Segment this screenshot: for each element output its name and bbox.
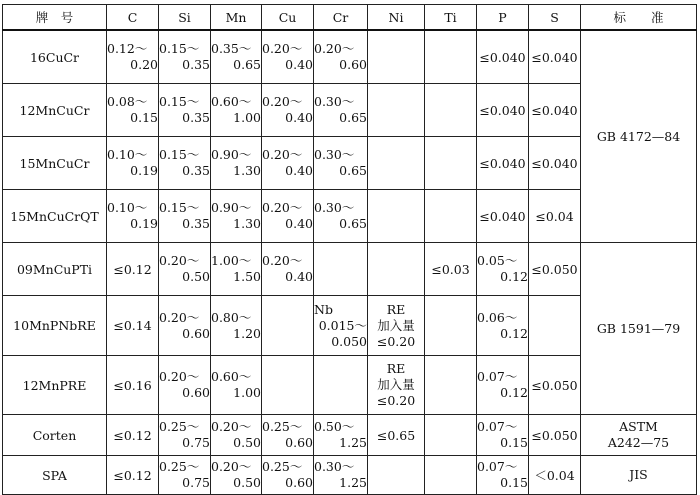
standard-cell-gb4172: GB 4172—84	[581, 30, 697, 243]
p-cell: ≤0.040	[477, 30, 529, 84]
mn-cell: 0.20～ 0.50	[211, 415, 262, 456]
mn-cell: 0.60～ 1.00	[211, 84, 262, 137]
s-cell: ≤0.040	[529, 137, 581, 190]
header-cr: Cr	[314, 5, 368, 31]
ni-cell	[368, 30, 425, 84]
cu-cell: 0.20～ 0.40	[262, 30, 314, 84]
cu-cell: 0.20～ 0.40	[262, 137, 314, 190]
ti-cell	[425, 415, 477, 456]
cr-cell: 0.20～ 0.60	[314, 30, 368, 84]
si-cell: 0.15～ 0.35	[159, 84, 211, 137]
header-mn: Mn	[211, 5, 262, 31]
ti-cell: ≤0.03	[425, 243, 477, 296]
si-cell: 0.15～ 0.35	[159, 190, 211, 243]
c-cell: ≤0.14	[107, 296, 159, 356]
ni-cell: ≤0.65	[368, 415, 425, 456]
cr-cell: 0.30～ 0.65	[314, 84, 368, 137]
header-si: Si	[159, 5, 211, 31]
ni-cell-re: RE 加入量 ≤0.20	[368, 356, 425, 415]
ni-cell	[368, 243, 425, 296]
grade-cell: SPA	[3, 456, 107, 495]
table-row	[3, 456, 697, 495]
standard-cell-gb1591: GB 1591—79	[581, 243, 697, 415]
cu-cell: 0.20～ 0.40	[262, 190, 314, 243]
c-cell: ≤0.12	[107, 415, 159, 456]
ni-cell	[368, 84, 425, 137]
s-cell: ≤0.04	[529, 190, 581, 243]
header-p: P	[477, 5, 529, 31]
s-cell: ≤0.040	[529, 84, 581, 137]
grade-cell: Corten	[3, 415, 107, 456]
grade-cell: 10MnPNbRE	[3, 296, 107, 356]
ti-cell	[425, 190, 477, 243]
mn-cell: 0.35～ 0.65	[211, 30, 262, 84]
s-cell: ≤0.050	[529, 356, 581, 415]
p-cell: 0.07～ 0.15	[477, 456, 529, 495]
ti-cell	[425, 456, 477, 495]
c-cell: 0.10～ 0.19	[107, 190, 159, 243]
steel-composition-table	[2, 4, 697, 495]
cu-cell: 0.20～ 0.40	[262, 84, 314, 137]
cu-cell	[262, 356, 314, 415]
si-cell: 0.25～ 0.75	[159, 456, 211, 495]
si-cell: 0.20～ 0.60	[159, 356, 211, 415]
grade-cell: 12MnCuCr	[3, 84, 107, 137]
grade-cell: 12MnPRE	[3, 356, 107, 415]
table-row	[3, 415, 697, 456]
c-cell: 0.12～ 0.20	[107, 30, 159, 84]
grade-cell: 15MnCuCrQT	[3, 190, 107, 243]
p-cell: ≤0.040	[477, 190, 529, 243]
p-cell: 0.07～ 0.12	[477, 356, 529, 415]
cr-cell: 0.50～ 1.25	[314, 415, 368, 456]
s-cell: ≤0.040	[529, 30, 581, 84]
header-ti: Ti	[425, 5, 477, 31]
si-cell: 0.20～ 0.50	[159, 243, 211, 296]
cr-cell: 0.30～ 0.65	[314, 190, 368, 243]
cr-cell: 0.30～ 1.25	[314, 456, 368, 495]
ni-cell	[368, 137, 425, 190]
ti-cell	[425, 84, 477, 137]
header-ni: Ni	[368, 5, 425, 31]
cr-cell	[314, 243, 368, 296]
s-cell: ＜0.04	[529, 456, 581, 495]
mn-cell: 0.90～ 1.30	[211, 137, 262, 190]
si-cell: 0.25～ 0.75	[159, 415, 211, 456]
ti-cell	[425, 30, 477, 84]
header-grade: 牌 号	[3, 5, 107, 31]
s-cell	[529, 296, 581, 356]
mn-cell: 0.90～ 1.30	[211, 190, 262, 243]
p-cell: 0.07～ 0.15	[477, 415, 529, 456]
p-cell: 0.06～ 0.12	[477, 296, 529, 356]
c-cell: 0.10～ 0.19	[107, 137, 159, 190]
mn-cell: 0.80～ 1.20	[211, 296, 262, 356]
cu-cell: 0.25～ 0.60	[262, 456, 314, 495]
standard-cell-jis: JIS	[581, 456, 697, 495]
c-cell: ≤0.12	[107, 456, 159, 495]
header-s: S	[529, 5, 581, 31]
mn-cell: 1.00～ 1.50	[211, 243, 262, 296]
ni-cell	[368, 190, 425, 243]
c-cell: ≤0.12	[107, 243, 159, 296]
header-standard: 标 准	[581, 5, 697, 31]
grade-cell: 16CuCr	[3, 30, 107, 84]
cu-cell	[262, 296, 314, 356]
header-c: C	[107, 5, 159, 31]
cr-cell	[314, 356, 368, 415]
standard-cell-astm: ASTM A242—75	[581, 415, 697, 456]
table-row	[3, 30, 697, 84]
si-cell: 0.20～ 0.60	[159, 296, 211, 356]
cr-cell: 0.30～ 0.65	[314, 137, 368, 190]
cu-cell: 0.20～ 0.40	[262, 243, 314, 296]
ti-cell	[425, 296, 477, 356]
s-cell: ≤0.050	[529, 415, 581, 456]
grade-cell: 15MnCuCr	[3, 137, 107, 190]
si-cell: 0.15～ 0.35	[159, 137, 211, 190]
table-row	[3, 243, 697, 296]
p-cell: ≤0.040	[477, 84, 529, 137]
c-cell: ≤0.16	[107, 356, 159, 415]
ni-cell-re: RE 加入量 ≤0.20	[368, 296, 425, 356]
ni-cell	[368, 456, 425, 495]
si-cell: 0.15～ 0.35	[159, 30, 211, 84]
s-cell: ≤0.050	[529, 243, 581, 296]
mn-cell: 0.60～ 1.00	[211, 356, 262, 415]
ti-cell	[425, 137, 477, 190]
cu-cell: 0.25～ 0.60	[262, 415, 314, 456]
cr-cell-nb: Nb 0.015～ 0.050	[314, 296, 368, 356]
ti-cell	[425, 356, 477, 415]
grade-cell: 09MnCuPTi	[3, 243, 107, 296]
header-row	[3, 5, 697, 31]
p-cell: ≤0.040	[477, 137, 529, 190]
c-cell: 0.08～ 0.15	[107, 84, 159, 137]
p-cell: 0.05～ 0.12	[477, 243, 529, 296]
mn-cell: 0.20～ 0.50	[211, 456, 262, 495]
header-cu: Cu	[262, 5, 314, 31]
